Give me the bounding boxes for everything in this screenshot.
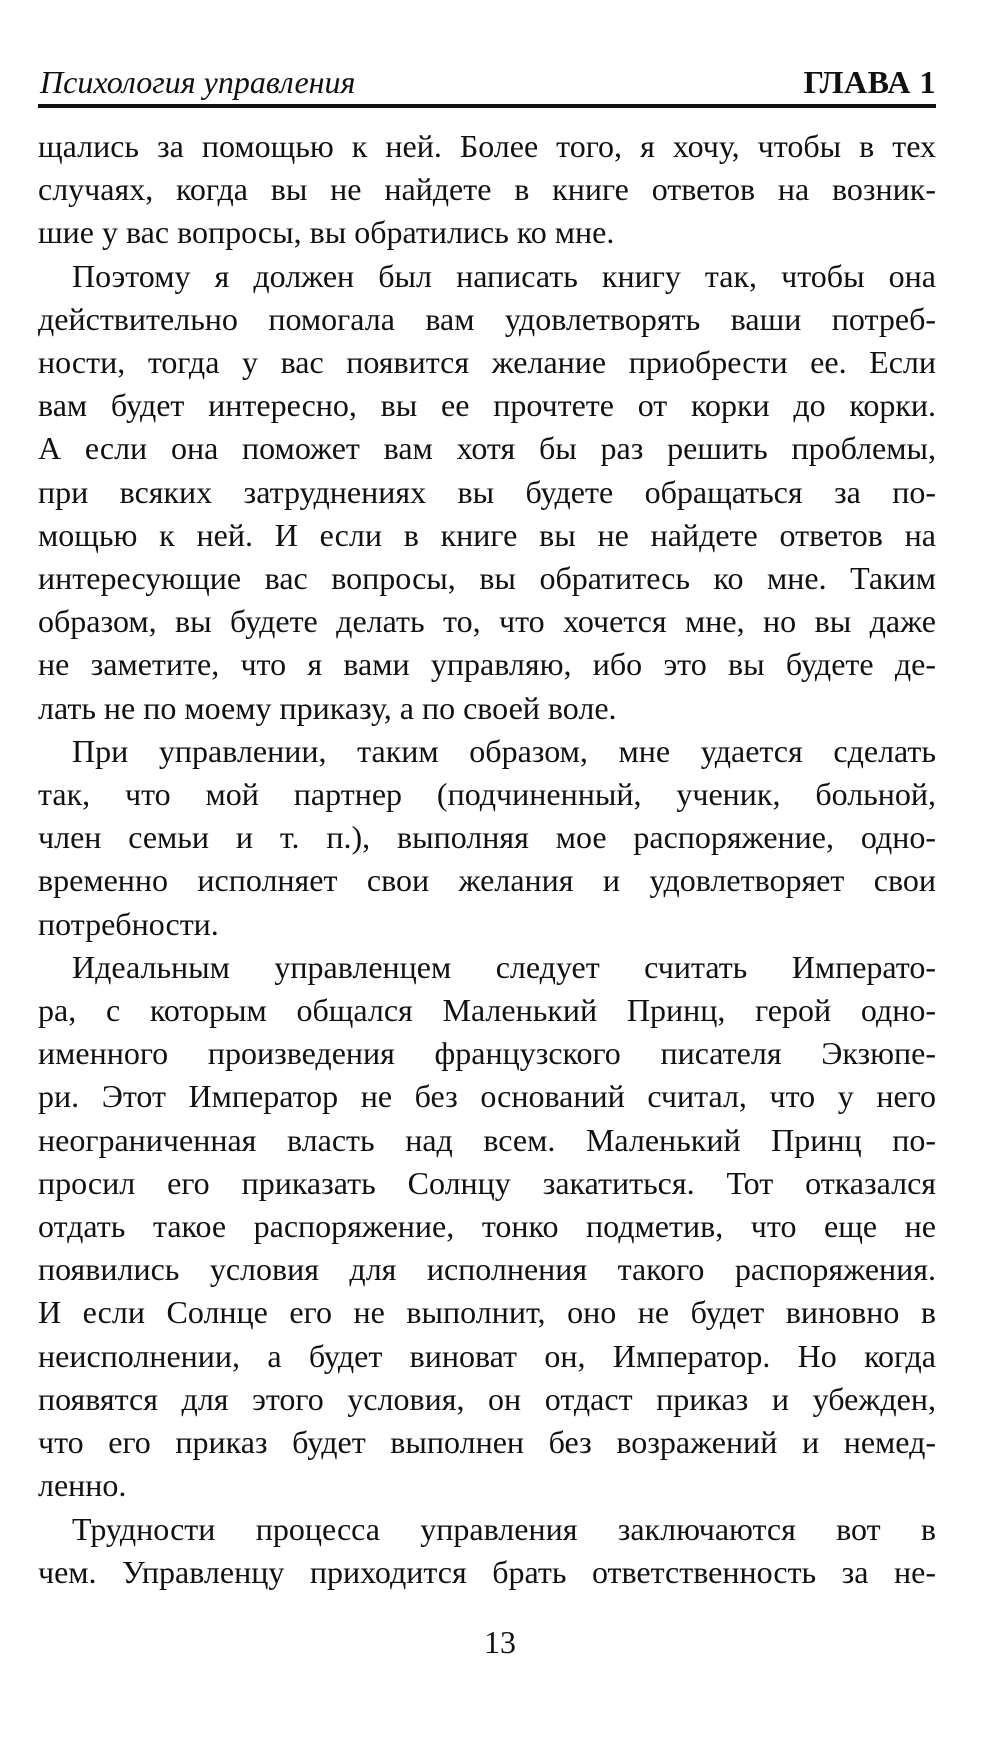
header-rule <box>38 104 936 108</box>
text-line: лать не по моему приказу, а по своей воле. <box>38 689 617 726</box>
text-line: ри. Этот Император не без оснований считал, что у него <box>38 1078 936 1115</box>
text-line: отдать такое распоряжение, тонко подметив, что еще не <box>38 1208 936 1245</box>
text-line: неисполнении, а будет виноват он, Император. Но когда <box>38 1337 936 1374</box>
text-line: И если Солнце его не выполнит, оно не будет виновно в <box>38 1294 936 1331</box>
text-line: щались за помощью к ней. Более того, я хочу, чтобы в тех <box>38 128 936 164</box>
text-line: так, что мой партнер (подчиненный, ученик, больной, <box>38 776 936 813</box>
paragraph <box>38 1508 936 1594</box>
text-line: при всяких затруднениях вы будете обращаться за по- <box>38 473 936 510</box>
text-line: Идеальным управленцем следует считать Императо- <box>72 948 936 985</box>
paragraph <box>38 255 936 730</box>
text-line: временно исполняет свои желания и удовлетворяет свои <box>38 862 936 899</box>
text-line: не заметите, что я вами управляю, ибо это вы будете де- <box>38 646 936 683</box>
paragraph <box>38 125 936 255</box>
text-line: появились условия для исполнения такого распоряжения. <box>38 1251 936 1288</box>
text-line: шие у вас вопросы, вы обратились ко мне. <box>38 214 615 251</box>
text-line: Поэтому я должен был написать книгу так, чтобы она <box>72 257 936 294</box>
text-line: неограниченная власть над всем. Маленький Принц по- <box>38 1121 936 1158</box>
text-line: член семьи и т. п.), выполняя мое распоряжение, одно- <box>38 819 936 856</box>
text-line: что его приказ будет выполнен без возражений и немед- <box>38 1424 936 1461</box>
text-line: При управлении, таким образом, мне удается сделать <box>72 732 936 769</box>
text-line: просил его приказать Солнцу закатиться. Тот отказался <box>38 1164 936 1201</box>
text-line: появятся для этого условия, он отдаст приказ и убежден, <box>38 1380 936 1417</box>
running-title: Психология управления <box>40 64 356 100</box>
text-line: ра, с которым общался Маленький Принц, герой одно- <box>38 992 936 1029</box>
body-text <box>38 125 936 1594</box>
page-number: 13 <box>484 1624 516 1660</box>
text-line: интересующие вас вопросы, вы обратитесь ко мне. Таким <box>38 560 936 597</box>
paragraph <box>38 730 936 946</box>
text-line: А если она поможет вам хотя бы раз решить проблемы, <box>38 430 936 467</box>
chapter-label: ГЛАВА 1 <box>803 64 936 100</box>
text-line: действительно помогала вам удовлетворять ваши потреб- <box>38 300 936 337</box>
paragraph <box>38 946 936 1508</box>
text-line: мощью к ней. И если в книге вы не найдете ответов на <box>38 516 936 553</box>
text-line: вам будет интересно, вы ее прочтете от корки до корки. <box>38 387 936 424</box>
text-line: образом, вы будете делать то, что хочется мне, но вы даже <box>38 603 936 640</box>
text-line: потребности. <box>38 905 219 942</box>
text-line: чем. Управленцу приходится брать ответственность за не- <box>38 1553 936 1590</box>
text-line: ности, тогда у вас появится желание приобрести ее. Если <box>38 344 936 381</box>
text-line: именного произведения французского писателя Экзюпе- <box>38 1035 936 1072</box>
text-line: ленно. <box>38 1467 127 1504</box>
text-line: случаях, когда вы не найдете в книге ответов на возник- <box>38 171 936 208</box>
text-line: Трудности процесса управления заключаются вот в <box>72 1510 936 1547</box>
running-head <box>40 52 936 102</box>
